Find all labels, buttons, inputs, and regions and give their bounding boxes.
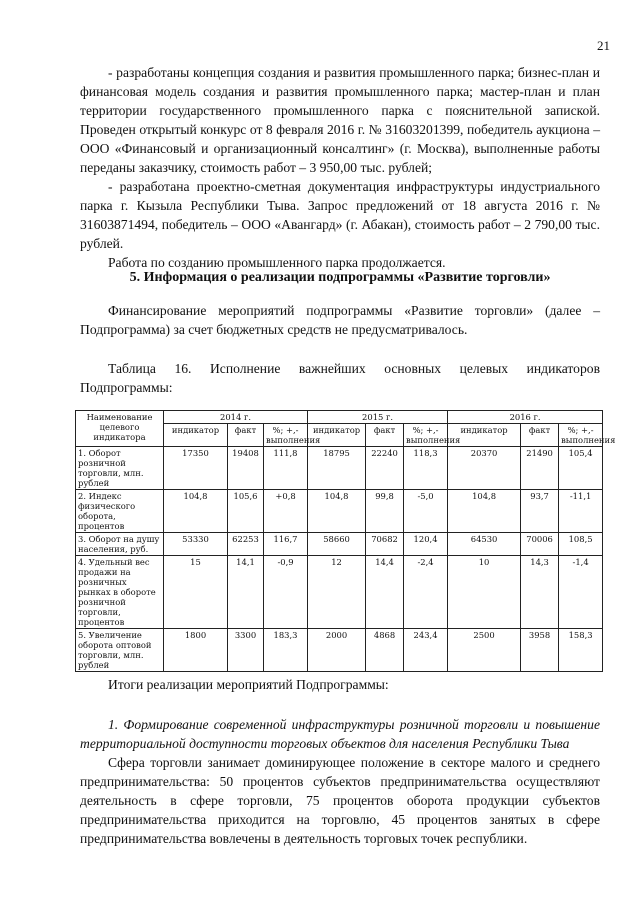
results-heading: Итоги реализации мероприятий Подпрограммы:	[108, 677, 389, 692]
value-cell: 19408	[228, 447, 264, 490]
value-cell: 20370	[448, 447, 521, 490]
bullet-concept: - разработаны концепция создания и развития промышленного парка; бизнес-план и финансовая модель создания и развития промышленного парка; мастер-план и план территории государственного промышленного парка с пояснительной запиской. Проведен открытый конкурс от 8 февраля 2016 г. № 31603201399, победитель аукциона – ООО «Финансовый и организационный консалтинг» (г. Москва), выполненные работы переданы заказчику, стоимость работ – 3 950,00 тыс. рублей;	[80, 65, 600, 175]
value-cell: 17350	[164, 447, 228, 490]
year-header: 2016 г.	[448, 411, 603, 424]
value-cell: 105,4	[559, 447, 603, 490]
value-cell: 158,3	[559, 629, 603, 672]
financing-paragraph	[80, 301, 600, 339]
value-cell: -2,4	[404, 556, 448, 629]
value-cell: 21490	[521, 447, 559, 490]
value-cell: 58660	[308, 533, 366, 556]
page-number: 21	[597, 38, 610, 53]
value-cell: 118,3	[404, 447, 448, 490]
value-cell: 3958	[521, 629, 559, 672]
industrial-park-paragraphs	[80, 63, 600, 272]
value-cell: 111,8	[264, 447, 308, 490]
value-cell: 1800	[164, 629, 228, 672]
sub-header: индикатор	[164, 424, 228, 447]
work-continues-text: Работа по созданию промышленного парка продолжается.	[108, 255, 446, 270]
table-row	[76, 447, 603, 490]
table-row	[76, 629, 603, 672]
value-cell: 105,6	[228, 490, 264, 533]
table-caption: Таблица 16. Исполнение важнейших основных целевых индикаторов Подпрограммы:	[80, 361, 600, 395]
financing-text: Финансирование мероприятий подпрограммы «Развитие торговли» (далее – Подпрограмма) за счет бюджетных средств не предусматривалось.	[80, 303, 600, 337]
sub-header: %; +,- выполнения	[559, 424, 603, 447]
value-cell: 12	[308, 556, 366, 629]
sphere-paragraph	[80, 753, 600, 848]
indicator-name-cell: 3. Оборот на душу населения, руб.	[76, 533, 164, 556]
sub-header: индикатор	[308, 424, 366, 447]
table-row	[76, 490, 603, 533]
value-cell: 15	[164, 556, 228, 629]
value-cell: 2000	[308, 629, 366, 672]
section-title: 5. Информация о реализации подпрограммы «Развитие торговли»	[129, 270, 551, 285]
table-row	[76, 533, 603, 556]
indicator-name-cell: 4. Удельный вес продажи на розничных рынках в обороте розничной торговли, процентов	[76, 556, 164, 629]
value-cell: 62253	[228, 533, 264, 556]
indicator-name-cell: 5. Увеличение оборота оптовой торговли, млн. рублей	[76, 629, 164, 672]
value-cell: 116,7	[264, 533, 308, 556]
sub-header: индикатор	[448, 424, 521, 447]
value-cell: 104,8	[164, 490, 228, 533]
indicator-name-cell: 1. Оборот розничной торговли, млн. рублей	[76, 447, 164, 490]
value-cell: 243,4	[404, 629, 448, 672]
value-cell: -5,0	[404, 490, 448, 533]
value-cell: -1,4	[559, 556, 603, 629]
item-1-block	[80, 715, 600, 753]
table-caption-block	[80, 359, 600, 397]
value-cell: 10	[448, 556, 521, 629]
value-cell: 64530	[448, 533, 521, 556]
value-cell: 4868	[366, 629, 404, 672]
value-cell: -11,1	[559, 490, 603, 533]
table-body	[76, 447, 603, 672]
name-column-header: Наименование целевого индикатора	[76, 411, 164, 447]
sub-header: факт	[366, 424, 404, 447]
value-cell: 14,1	[228, 556, 264, 629]
sub-header: факт	[521, 424, 559, 447]
value-cell: 14,4	[366, 556, 404, 629]
item-1-heading: 1. Формирование современной инфраструктуры розничной торговли и повышение территориальной доступности торговых объектов для населения Республики Тыва	[80, 717, 600, 751]
value-cell: 53330	[164, 533, 228, 556]
sphere-text: Сфера торговли занимает доминирующее положение в секторе малого и среднего предпринимательства: 50 процентов субъектов предпринимательства осуществляют деятельность в сфере торговли, 75 процентов оборота продукции субъектов предпринимательства приходится на торговлю, 45 процентов занятых в сфере предпринимательства вовлечены в деятельность торговых точек республики.	[80, 755, 600, 846]
indicator-name-cell: 2. Индекс физического оборота, процентов	[76, 490, 164, 533]
year-header: 2014 г.	[164, 411, 308, 424]
sub-header: %; +,- выполнения	[264, 424, 308, 447]
value-cell: -0,9	[264, 556, 308, 629]
sub-header: факт	[228, 424, 264, 447]
value-cell: 120,4	[404, 533, 448, 556]
value-cell: 70006	[521, 533, 559, 556]
indicators-table	[75, 410, 616, 672]
value-cell: +0,8	[264, 490, 308, 533]
value-cell: 2500	[448, 629, 521, 672]
value-cell: 3300	[228, 629, 264, 672]
value-cell: 104,8	[308, 490, 366, 533]
value-cell: 18795	[308, 447, 366, 490]
value-cell: 99,8	[366, 490, 404, 533]
value-cell: 183,3	[264, 629, 308, 672]
value-cell: 14,3	[521, 556, 559, 629]
year-header: 2015 г.	[308, 411, 448, 424]
value-cell: 108,5	[559, 533, 603, 556]
table-header-row-years	[76, 411, 603, 424]
sub-header: %; +,- выполнения	[404, 424, 448, 447]
table-row	[76, 556, 603, 629]
value-cell: 93,7	[521, 490, 559, 533]
value-cell: 104,8	[448, 490, 521, 533]
bullet-documentation: - разработана проектно-сметная документация инфраструктуры индустриального парка г. Кызыла Республики Тыва. Запрос предложений от 18 августа 2016 г. № 31603871494, победитель – ООО «Авангард» (г. Абакан), стоимость работ – 2 790,00 тыс. рублей.	[80, 179, 600, 251]
value-cell: 22240	[366, 447, 404, 490]
value-cell: 70682	[366, 533, 404, 556]
